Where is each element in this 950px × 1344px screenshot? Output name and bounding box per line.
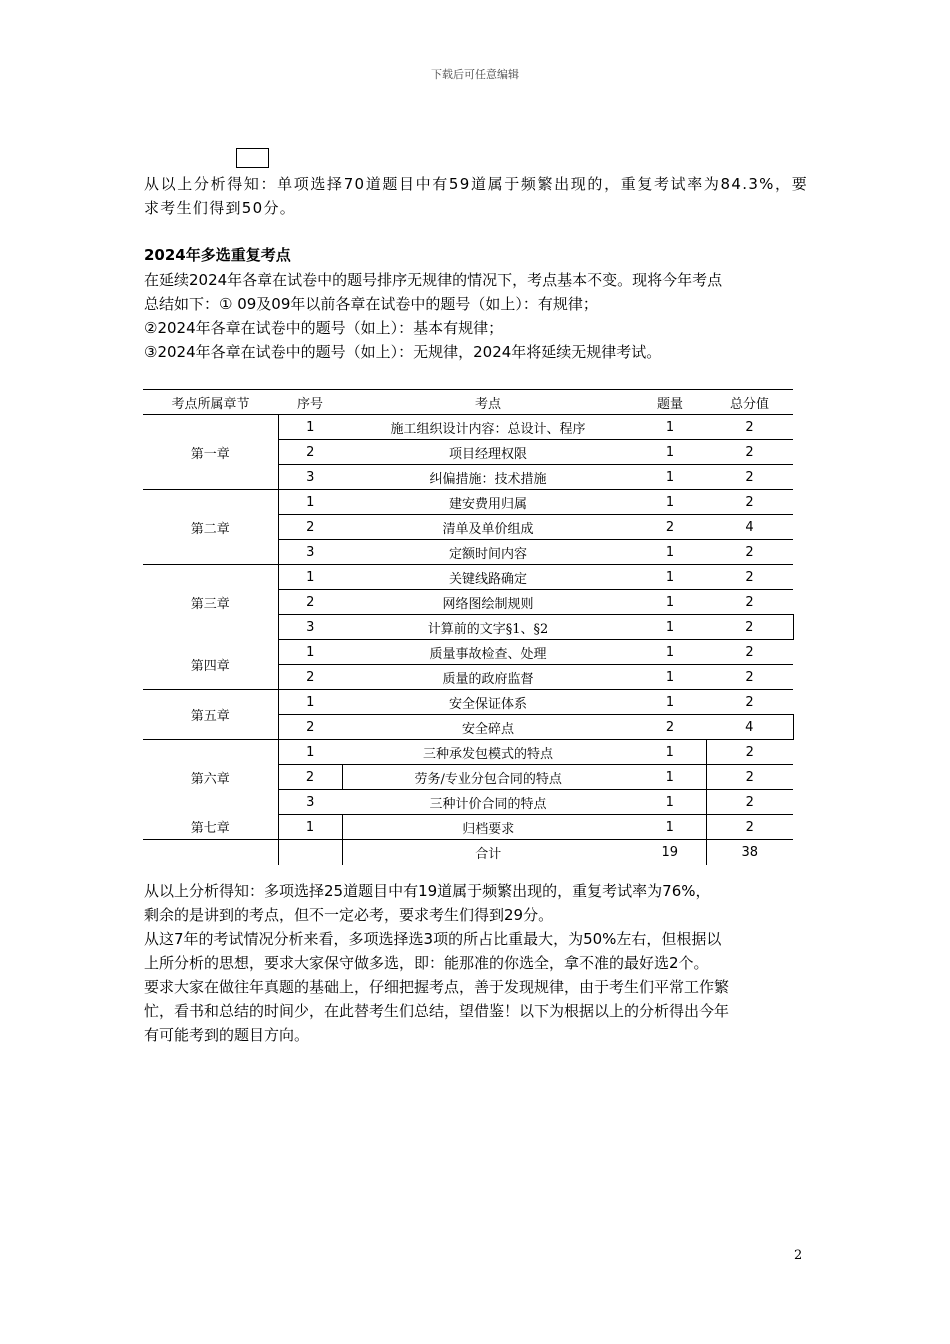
table-row bbox=[143, 815, 793, 840]
seq-cell: 2 bbox=[278, 765, 342, 790]
qty-cell: 1 bbox=[634, 490, 706, 515]
total-label: 合计 bbox=[342, 840, 634, 865]
point-cell: 网络图绘制规则 bbox=[342, 590, 634, 615]
conclusion bbox=[144, 879, 808, 1047]
qty-cell: 1 bbox=[634, 740, 706, 765]
total-empty-cell bbox=[143, 840, 278, 865]
seq-cell: 1 bbox=[278, 740, 342, 765]
qty-cell: 1 bbox=[634, 465, 706, 490]
seq-cell: 2 bbox=[278, 440, 342, 465]
seq-cell: 1 bbox=[278, 690, 342, 715]
total-qty: 19 bbox=[661, 844, 679, 860]
point-cell: 关键线路确定 bbox=[342, 565, 634, 590]
qty-cell: 1 bbox=[634, 790, 706, 815]
point-cell: 劳务/专业分包合同的特点 bbox=[342, 765, 634, 790]
total-score: 38 bbox=[706, 840, 793, 865]
score-cell: 2 bbox=[706, 765, 793, 790]
header-point: 考点 bbox=[342, 390, 634, 415]
point-cell: 三种计价合同的特点 bbox=[342, 790, 634, 815]
point-cell: 三种承发包模式的特点 bbox=[342, 740, 634, 765]
exam-points-table bbox=[143, 389, 794, 865]
score-cell: 2 bbox=[706, 565, 793, 590]
seq-cell: 3 bbox=[278, 615, 342, 640]
seq-cell: 2 bbox=[278, 515, 342, 540]
score-cell: 4 bbox=[706, 515, 793, 540]
summary-line: ③2024年各章在试卷中的题号（如上）：无规律，2024年将延续无规律考试。 bbox=[144, 343, 662, 361]
point-cell: 建安费用归属 bbox=[342, 490, 634, 515]
score-cell: 2 bbox=[706, 440, 793, 465]
point-cell: 项目经理权限 bbox=[342, 440, 634, 465]
intro-paragraph: 从以上分析得知：单项选择70道题目中有59道属于频繁出现的，重复考试率为84.3%，要求考生们得到50分。 bbox=[144, 175, 808, 217]
header-chapter: 考点所属章节 bbox=[143, 390, 278, 415]
point-cell: 安全碎点 bbox=[342, 715, 634, 740]
qty-cell: 1 bbox=[634, 665, 706, 690]
qty-cell: 1 bbox=[634, 815, 706, 840]
seq-cell: 3 bbox=[278, 465, 342, 490]
qty-cell: 1 bbox=[634, 690, 706, 715]
score-cell: 2 bbox=[706, 590, 793, 615]
conclusion-line: 有可能考到的题目方向。 bbox=[144, 1026, 310, 1044]
empty-box bbox=[236, 148, 269, 168]
table-row bbox=[143, 490, 793, 515]
summary-line: 在延续2024年各章在试卷中的题号排序无规律的情况下，考点基本不变。现将今年考点 bbox=[144, 271, 723, 289]
score-cell: 2 bbox=[706, 415, 793, 440]
point-cell: 归档要求 bbox=[342, 815, 634, 840]
conclusion-line: 从这7年的考试情况分析来看，多项选择选3项的所占比重最大，为50%左右，但根据以 bbox=[144, 930, 722, 948]
score-cell: 2 bbox=[706, 615, 793, 640]
conclusion-line: 忙，看书和总结的时间少，在此替考生们总结，望借鉴！以下为根据以上的分析得出今年 bbox=[144, 1002, 730, 1020]
conclusion-line: 从以上分析得知：多项选择25道题目中有19道属于频繁出现的，重复考试率为76%， bbox=[144, 882, 711, 900]
conclusion-line: 上所分析的思想，要求大家保守做多选，即：能那准的你选全，拿不准的最好选2个。 bbox=[144, 954, 709, 972]
qty-cell: 1 bbox=[634, 615, 706, 640]
page-number: 2 bbox=[794, 1248, 803, 1263]
point-cell: 安全保证体系 bbox=[342, 690, 634, 715]
score-cell: 2 bbox=[706, 490, 793, 515]
chapter-cell: 第六章 bbox=[143, 740, 278, 815]
chapter-cell: 第五章 bbox=[143, 690, 278, 740]
seq-cell: 1 bbox=[278, 415, 342, 440]
header-note: 下载后可任意编辑 bbox=[431, 68, 519, 81]
point-cell: 施工组织设计内容：总设计、程序 bbox=[342, 415, 634, 440]
chapter-cell: 第一章 bbox=[143, 415, 278, 490]
header-score: 总分值 bbox=[706, 390, 793, 415]
table-row bbox=[143, 565, 793, 590]
table-header-row bbox=[143, 390, 793, 415]
score-cell: 2 bbox=[706, 815, 793, 840]
qty-cell: 1 bbox=[634, 415, 706, 440]
total-empty-cell bbox=[278, 840, 342, 865]
score-cell: 2 bbox=[706, 465, 793, 490]
chapter-cell: 第七章 bbox=[143, 815, 278, 840]
table-row bbox=[143, 415, 793, 440]
header-qty: 题量 bbox=[634, 390, 706, 415]
chapter-cell: 第二章 bbox=[143, 490, 278, 565]
point-cell: 定额时间内容 bbox=[342, 540, 634, 565]
seq-cell: 2 bbox=[278, 665, 342, 690]
score-cell: 2 bbox=[706, 690, 793, 715]
summary-line: ②2024年各章在试卷中的题号（如上）：基本有规律； bbox=[144, 319, 504, 337]
score-cell: 2 bbox=[706, 790, 793, 815]
table-row bbox=[143, 740, 793, 765]
seq-cell: 1 bbox=[278, 490, 342, 515]
seq-cell: 3 bbox=[278, 540, 342, 565]
score-cell: 2 bbox=[706, 540, 793, 565]
qty-cell: 1 bbox=[634, 590, 706, 615]
point-cell: 清单及单价组成 bbox=[342, 515, 634, 540]
table-row bbox=[143, 640, 793, 665]
chapter-cell: 第三章 bbox=[143, 565, 278, 640]
point-cell: 计算前的文字§1、§2 bbox=[342, 615, 634, 640]
score-cell: 2 bbox=[706, 640, 793, 665]
section-title: 2024年多选重复考点 bbox=[144, 246, 291, 264]
seq-cell: 3 bbox=[278, 790, 342, 815]
table-row bbox=[143, 690, 793, 715]
seq-cell: 2 bbox=[278, 590, 342, 615]
qty-cell: 1 bbox=[634, 540, 706, 565]
summary-line: 总结如下：① 09及09年以前各章在试卷中的题号（如上）：有规律； bbox=[144, 295, 598, 313]
qty-cell: 1 bbox=[634, 565, 706, 590]
point-cell: 纠偏措施：技术措施 bbox=[342, 465, 634, 490]
seq-cell: 1 bbox=[278, 565, 342, 590]
point-cell: 质量事故检查、处理 bbox=[342, 640, 634, 665]
conclusion-line: 要求大家在做往年真题的基础上，仔细把握考点，善于发现规律，由于考生们平常工作繁 bbox=[144, 978, 730, 996]
chapter-cell: 第四章 bbox=[143, 640, 278, 690]
score-cell: 2 bbox=[706, 740, 793, 765]
seq-cell: 1 bbox=[278, 815, 342, 840]
qty-cell: 2 bbox=[634, 715, 706, 740]
qty-cell: 2 bbox=[634, 515, 706, 540]
qty-cell: 1 bbox=[634, 440, 706, 465]
qty-cell: 1 bbox=[634, 640, 706, 665]
total-row bbox=[143, 840, 793, 865]
score-cell: 2 bbox=[706, 665, 793, 690]
seq-cell: 2 bbox=[278, 715, 342, 740]
point-cell: 质量的政府监督 bbox=[342, 665, 634, 690]
header-seq: 序号 bbox=[278, 390, 342, 415]
conclusion-line: 剩余的是讲到的考点，但不一定必考，要求考生们得到29分。 bbox=[144, 906, 554, 924]
section-summary bbox=[144, 268, 808, 364]
score-cell: 4 bbox=[706, 715, 793, 740]
seq-cell: 1 bbox=[278, 640, 342, 665]
qty-cell: 1 bbox=[634, 765, 706, 790]
